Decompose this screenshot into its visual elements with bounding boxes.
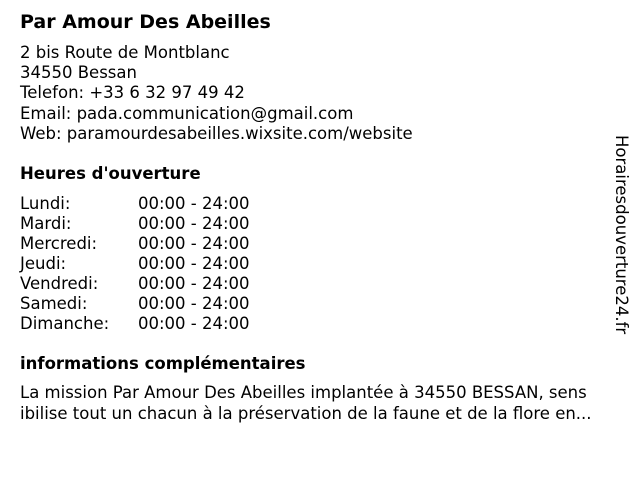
day-label: Vendredi: — [20, 274, 99, 293]
time-range: 00:00 - 24:00 — [138, 274, 250, 293]
day-label: Samedi: — [20, 294, 88, 313]
time-range: 00:00 - 24:00 — [138, 194, 250, 213]
time-range: 00:00 - 24:00 — [138, 314, 250, 333]
hours-heading: Heures d'ouverture — [20, 164, 201, 183]
time-range: 00:00 - 24:00 — [138, 254, 250, 273]
site-watermark — [611, 135, 631, 345]
day-label: Jeudi: — [20, 254, 67, 273]
day-label: Lundi: — [20, 194, 71, 213]
watermark-text: Horairesdouverture24.fr — [612, 135, 631, 335]
description-line: ibilise tout un chacun à la préservation de la faune et de la flore en... — [20, 403, 592, 423]
email-text[interactable]: Email: pada.communication@gmail.com — [20, 103, 354, 123]
day-label: Dimanche: — [20, 314, 110, 333]
description-line: La mission Par Amour Des Abeilles implantée à 34550 BESSAN, sens — [20, 383, 587, 402]
time-range: 00:00 - 24:00 — [138, 294, 250, 313]
contact-block — [20, 43, 413, 144]
address-city: 34550 Bessan — [20, 63, 137, 83]
phone-text[interactable]: Telefon: +33 6 32 97 49 42 — [20, 83, 245, 103]
day-label: Mercredi: — [20, 234, 98, 253]
website-text[interactable]: Web: paramourdesabeilles.wixsite.com/website — [20, 123, 413, 143]
address-street: 2 bis Route de Montblanc — [20, 43, 230, 62]
info-heading: informations complémentaires — [20, 354, 306, 373]
description-text — [20, 383, 622, 424]
time-range: 00:00 - 24:00 — [138, 214, 250, 233]
business-name: Par Amour Des Abeilles — [20, 11, 271, 33]
time-range: 00:00 - 24:00 — [138, 234, 250, 253]
day-label: Mardi: — [20, 214, 72, 233]
